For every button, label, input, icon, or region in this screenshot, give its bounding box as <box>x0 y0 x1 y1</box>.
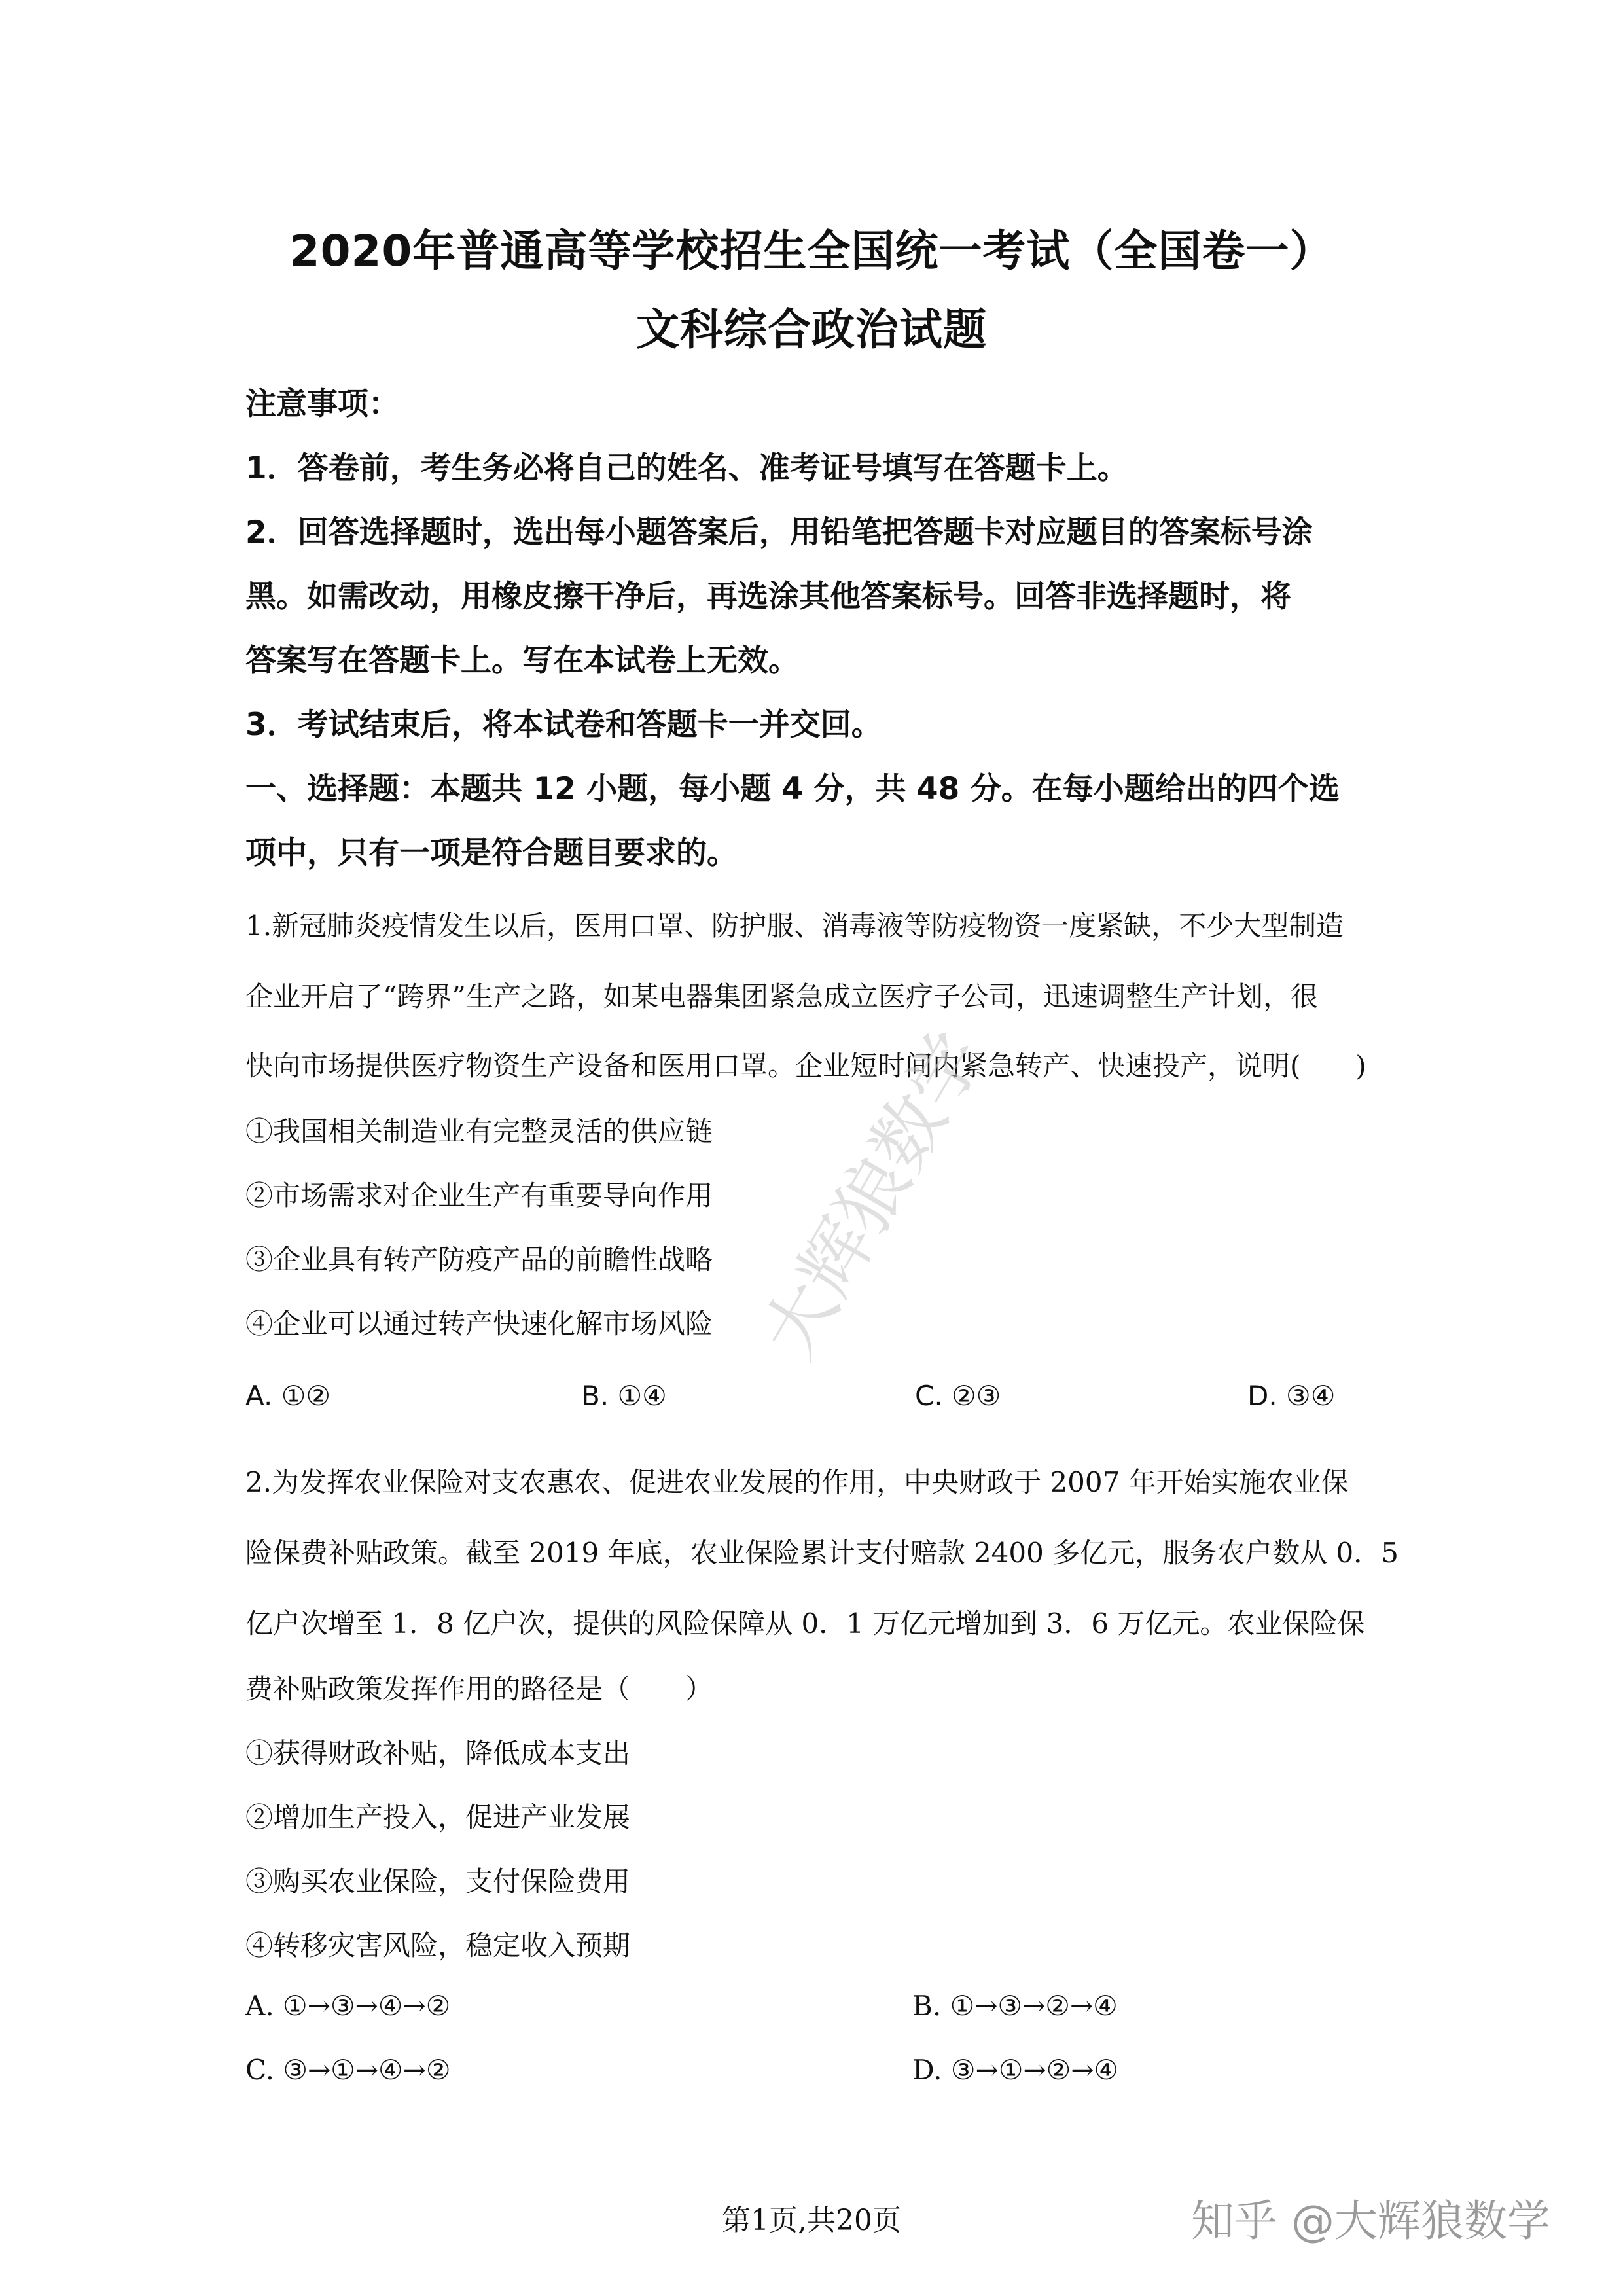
q1-statement-2: ②市场需求对企业生产有重要导向作用 <box>245 1179 713 1211</box>
q1-option-a: A. ①② <box>245 1380 330 1412</box>
q2-statement-4: ④转移灾害风险，稳定收入预期 <box>245 1929 631 1962</box>
q2-option-c: C. ③→①→④→② <box>245 2054 451 2086</box>
q1-stem-line-3: 快向市场提供医疗物资生产设备和医用口罩。企业短时间内紧急转产、快速投产，说明( ) <box>245 1050 1366 1082</box>
watermark: 大辉狼数学 <box>746 1018 999 1372</box>
q2-statement-3: ③购买农业保险，支付保险费用 <box>245 1865 631 1897</box>
q2-statement-2: ②增加生产投入，促进产业发展 <box>245 1801 631 1833</box>
site-watermark: 知乎 @大辉狼数学 <box>1191 2196 1550 2246</box>
q1-stem-line-2: 企业开启了“跨界”生产之路，如某电器集团紧急成立医疗子公司，迅速调整生产计划，很 <box>245 980 1318 1013</box>
exam-subtitle: 文科综合政治试题 <box>636 304 987 355</box>
exam-title: 2020年普通高等学校招生全国统一考试（全国卷一） <box>289 226 1334 276</box>
q1-statement-4: ④企业可以通过转产快速化解市场风险 <box>245 1308 713 1340</box>
q2-option-a: A. ①→③→④→② <box>245 1990 451 2022</box>
q2-stem-line-3: 亿户次增至 1．8 亿户次，提供的风险保障从 0．1 万亿元增加到 3．6 万亿元。农业保险保 <box>245 1607 1365 1640</box>
q1-statement-3: ③企业具有转产防疫产品的前瞻性战略 <box>245 1244 713 1276</box>
section-heading-line-2: 项中，只有一项是符合题目要求的。 <box>245 835 738 871</box>
notes-item-2-line-3: 答案写在答题卡上。写在本试卷上无效。 <box>245 643 799 679</box>
notes-item-2-line-2: 黑。如需改动，用橡皮擦干净后，再选涂其他答案标号。回答非选择题时，将 <box>245 579 1291 615</box>
notes-heading: 注意事项： <box>245 386 399 422</box>
page-number-footer: 第1页,共20页 <box>722 2204 901 2237</box>
q2-stem-line-2: 险保费补贴政策。截至 2019 年底，农业保险累计支付赔款 2400 多亿元，服务农户数从 0．5 <box>245 1537 1399 1569</box>
q1-statement-1: ①我国相关制造业有完整灵活的供应链 <box>245 1115 713 1147</box>
q2-option-b: B. ①→③→②→④ <box>912 1990 1118 2022</box>
notes-item-2-line-1: 2．回答选择题时，选出每小题答案后，用铅笔把答题卡对应题目的答案标号涂 <box>245 514 1313 550</box>
q1-stem-line-1: 1.新冠肺炎疫情发生以后，医用口罩、防护服、消毒液等防疫物资一度紧缺，不少大型制造 <box>245 910 1344 942</box>
section-heading-line-1: 一、选择题：本题共 12 小题，每小题 4 分，共 48 分。在每小题给出的四个选 <box>245 771 1340 807</box>
notes-item-1: 1．答卷前，考生务必将自己的姓名、准考证号填写在答题卡上。 <box>245 450 1128 486</box>
notes-item-3: 3．考试结束后，将本试卷和答题卡一并交回。 <box>245 707 882 743</box>
q2-statement-1: ①获得财政补贴，降低成本支出 <box>245 1737 631 1769</box>
q2-stem-line-1: 2.为发挥农业保险对支农惠农、促进农业发展的作用，中央财政于 2007 年开始实施农业保 <box>245 1466 1349 1498</box>
q1-option-c: C. ②③ <box>915 1380 1001 1412</box>
q2-stem-line-4: 费补贴政策发挥作用的路径是（ ） <box>245 1673 713 1705</box>
q1-option-b: B. ①④ <box>581 1380 667 1412</box>
q2-option-d: D. ③→①→②→④ <box>912 2054 1119 2086</box>
q1-option-d: D. ③④ <box>1247 1380 1336 1412</box>
